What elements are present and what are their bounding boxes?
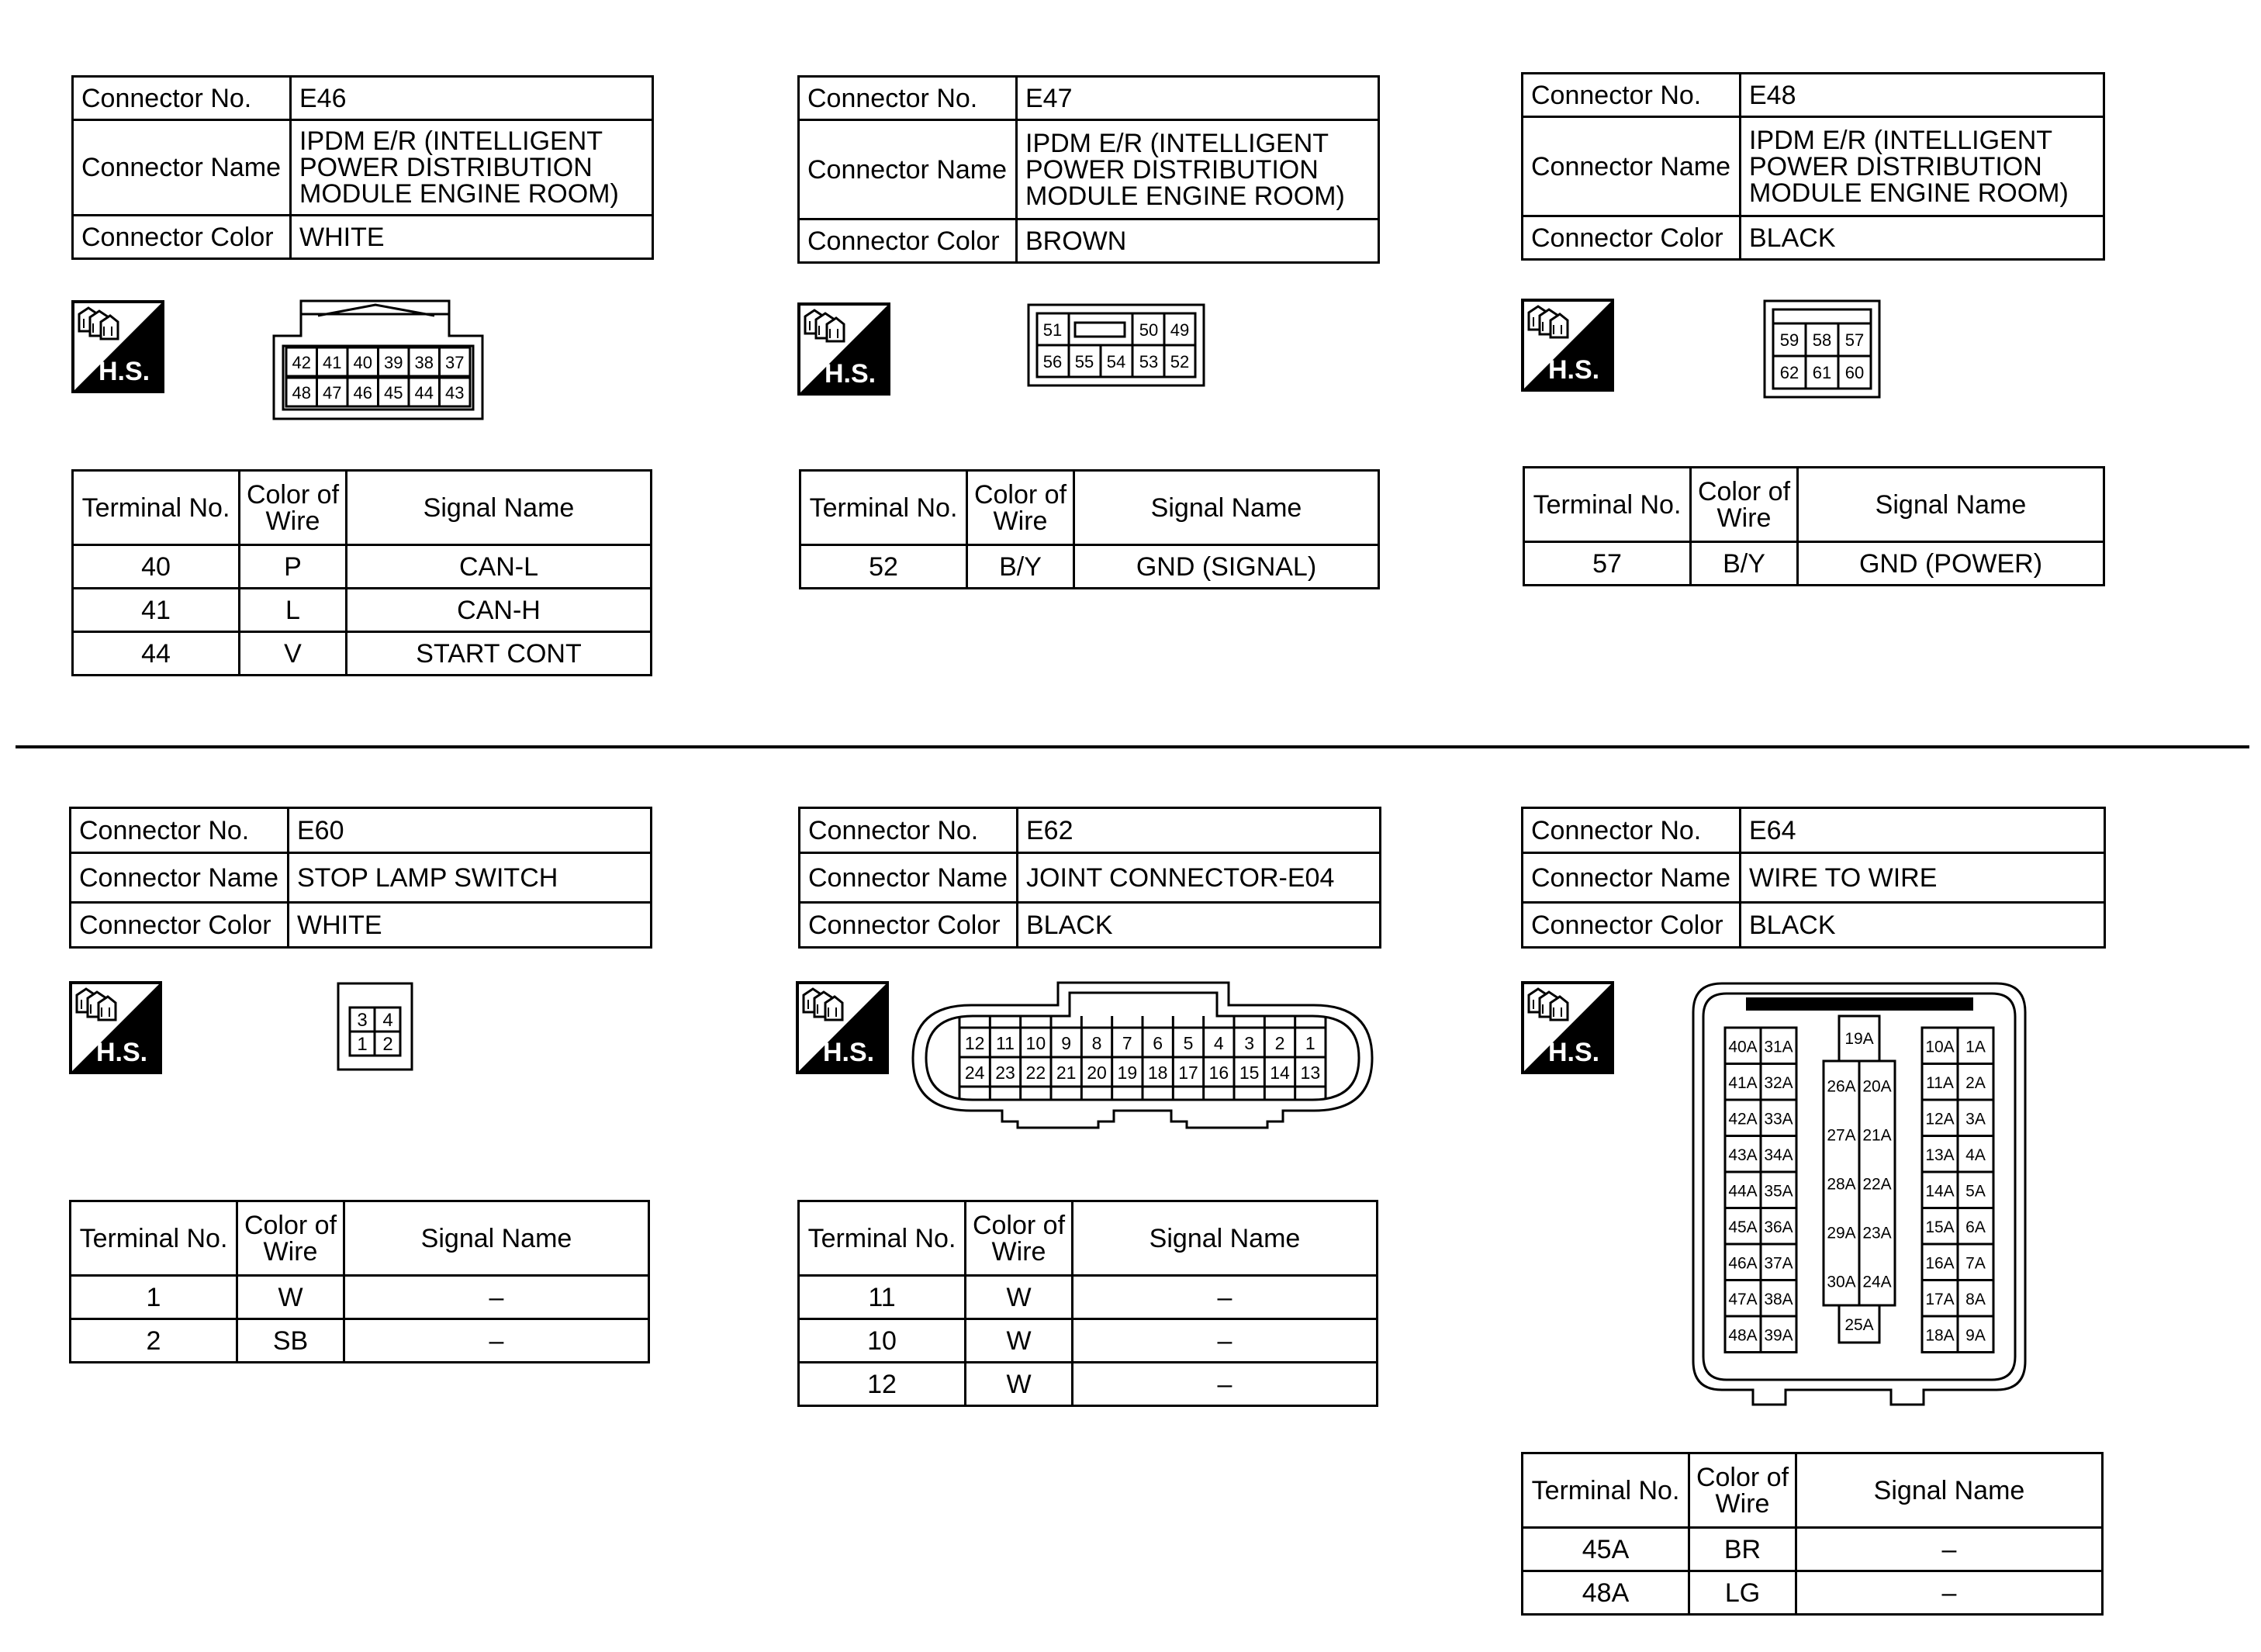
- pin-label: 24A: [1862, 1273, 1892, 1291]
- pin-label: 16: [1208, 1063, 1229, 1083]
- pin-label: 57: [1844, 330, 1865, 350]
- pin-block-right: [1922, 1028, 1993, 1353]
- signal-name-header: Signal Name: [1074, 471, 1379, 545]
- wire-color-cell: B/Y: [1691, 542, 1798, 586]
- pin-label: 2A: [1965, 1073, 1986, 1092]
- pin-label: 45A: [1728, 1218, 1758, 1236]
- connector-name-value: IPDM E/R (INTELLIGENT POWER DISTRIBUTION MODULE ENGINE ROOM): [1741, 117, 2104, 216]
- connector-color-value: BLACK: [1741, 903, 2105, 948]
- pin-label: 36A: [1764, 1218, 1793, 1236]
- pin-label: 4: [382, 1010, 393, 1031]
- signal-name-cell: START CONT: [347, 632, 652, 676]
- terminal-table-e60-wrap: [69, 1200, 650, 1363]
- pin-label: 51: [1042, 320, 1063, 340]
- connector-panel-e62: [798, 807, 1381, 949]
- terminal-no-header: Terminal No.: [800, 471, 967, 545]
- terminal-table: [797, 1200, 1378, 1407]
- connector-color-value: WHITE: [289, 903, 652, 948]
- pin-label: 35A: [1764, 1182, 1793, 1201]
- wire-color-header: Color of Wire: [967, 471, 1074, 545]
- pin-label: 12A: [1925, 1110, 1955, 1128]
- connector-color-value: BLACK: [1018, 903, 1381, 948]
- pin-label: 44: [414, 383, 434, 403]
- pin-label: 1: [357, 1034, 368, 1055]
- pin-label: 31A: [1764, 1038, 1793, 1056]
- terminal-cell: 12: [799, 1363, 966, 1406]
- pin-label: 32A: [1764, 1073, 1793, 1092]
- terminal-table-e47-wrap: [799, 469, 1380, 589]
- connector-info-table: [69, 807, 652, 949]
- signal-name-cell: –: [1073, 1276, 1378, 1319]
- pin-label: 15A: [1925, 1218, 1955, 1236]
- connector-info-table: [798, 807, 1381, 949]
- pin-label: 61: [1812, 363, 1832, 382]
- pin-label: 5: [1183, 1033, 1194, 1053]
- pin-label: 9: [1061, 1033, 1072, 1053]
- connector-face-e47: [1026, 302, 1206, 388]
- connector-no-value: E62: [1018, 808, 1381, 853]
- pin-label: 7A: [1965, 1254, 1986, 1273]
- connector-name-label: Connector Name: [800, 853, 1018, 903]
- pin-label: 10: [1025, 1033, 1046, 1053]
- pin-label: 21: [1056, 1063, 1077, 1083]
- signal-name-cell: CAN-L: [347, 545, 652, 589]
- pin-label: 23: [995, 1063, 1015, 1083]
- pin-label: 30A: [1827, 1273, 1856, 1291]
- wire-color-cell: V: [240, 632, 347, 676]
- pin-label: 47A: [1728, 1290, 1758, 1308]
- signal-name-cell: CAN-H: [347, 589, 652, 632]
- connector-face-e64: [1691, 981, 2028, 1419]
- connector-no-label: Connector No.: [73, 77, 291, 120]
- connector-color-value: WHITE: [291, 216, 653, 259]
- connector-color-label: Connector Color: [799, 219, 1017, 263]
- pin-label: 23A: [1862, 1224, 1892, 1242]
- pin-label: 21A: [1862, 1126, 1892, 1145]
- table-row: [799, 1363, 1378, 1406]
- pin-label: 8: [1091, 1033, 1102, 1053]
- wire-color-cell: L: [240, 589, 347, 632]
- pin-label: 20: [1087, 1063, 1107, 1083]
- connector-no-value: E47: [1017, 77, 1379, 120]
- harness-side-icon: [796, 981, 889, 1074]
- pin-label: 27A: [1827, 1126, 1856, 1145]
- terminal-no-header: Terminal No.: [1524, 468, 1691, 542]
- pin-label: 13A: [1925, 1146, 1955, 1164]
- connector-name-label: Connector Name: [73, 120, 291, 216]
- connector-color-value: BLACK: [1741, 216, 2104, 260]
- connector-no-value: E64: [1741, 808, 2105, 853]
- signal-name-header: Signal Name: [1796, 1453, 2103, 1528]
- pin-label: 3: [1244, 1033, 1255, 1053]
- pin-label: 22A: [1862, 1175, 1892, 1194]
- pin-label: 16A: [1925, 1254, 1955, 1273]
- pin-label: 1: [1305, 1033, 1315, 1053]
- pin-label: 46: [353, 383, 372, 403]
- terminal-cell: 1: [71, 1276, 237, 1319]
- signal-name-cell: –: [1073, 1363, 1378, 1406]
- connector-color-label: Connector Color: [1523, 903, 1741, 948]
- table-row: [71, 1276, 649, 1319]
- pin-label: 43: [445, 383, 465, 403]
- connector-name-value: JOINT CONNECTOR-E04: [1018, 853, 1381, 903]
- pin-label: 25A: [1844, 1316, 1874, 1334]
- wire-color-header: Color of Wire: [1691, 468, 1798, 542]
- wire-color-header: Color of Wire: [966, 1201, 1073, 1276]
- pin-label: 38A: [1764, 1290, 1793, 1308]
- pin-row-bottom: [286, 378, 470, 406]
- connector-info-table: [1521, 72, 2105, 261]
- wire-color-cell: W: [237, 1276, 344, 1319]
- pin-label: 3A: [1965, 1110, 1986, 1128]
- hs-badge-label: H.S.: [98, 357, 150, 386]
- connector-info-table: [1521, 807, 2106, 949]
- wire-color-cell: B/Y: [967, 545, 1074, 589]
- terminal-no-header: Terminal No.: [799, 1201, 966, 1276]
- terminal-table: [69, 1200, 650, 1363]
- connector-panel-e47: [797, 75, 1380, 264]
- signal-name-header: Signal Name: [1073, 1201, 1378, 1276]
- pin-block-left: [1725, 1028, 1796, 1353]
- signal-name-cell: GND (POWER): [1798, 542, 2104, 586]
- terminal-cell: 10: [799, 1319, 966, 1363]
- pin-label: 56: [1042, 352, 1063, 372]
- pin-label: 39: [384, 353, 403, 372]
- terminal-table: [1523, 466, 2105, 586]
- signal-name-cell: GND (SIGNAL): [1074, 545, 1379, 589]
- signal-name-header: Signal Name: [1798, 468, 2104, 542]
- wire-color-header: Color of Wire: [240, 471, 347, 545]
- connector-no-label: Connector No.: [1523, 808, 1741, 853]
- pin-label: 45: [384, 383, 403, 403]
- terminal-table: [799, 469, 1380, 589]
- pin-label: 42: [292, 353, 311, 372]
- harness-side-icon: [1521, 981, 1614, 1074]
- hs-badge-label: H.S.: [1547, 355, 1600, 385]
- pin-label: 18A: [1925, 1326, 1955, 1345]
- pin-label: 9A: [1965, 1326, 1986, 1345]
- harness-side-icon: [69, 981, 162, 1074]
- pin-label: 5A: [1965, 1182, 1986, 1201]
- pin-label: 14A: [1925, 1182, 1955, 1201]
- pin-label: 40: [353, 353, 372, 372]
- table-row: [73, 589, 652, 632]
- pin-label: 47: [323, 383, 342, 403]
- pin-label: 2: [382, 1034, 393, 1055]
- connector-face-e48: [1762, 299, 1882, 399]
- pin-label: 48: [292, 383, 311, 403]
- pin-label: 6: [1153, 1033, 1163, 1053]
- pin-label: 4A: [1965, 1146, 1986, 1164]
- pin-label: 18: [1147, 1063, 1168, 1083]
- pin-label: 17A: [1925, 1290, 1955, 1308]
- connector-info-table: [71, 75, 654, 260]
- pin-label: 46A: [1728, 1254, 1758, 1273]
- terminal-cell: 57: [1524, 542, 1691, 586]
- wire-color-cell: SB: [237, 1319, 344, 1363]
- pin-label: 42A: [1728, 1110, 1758, 1128]
- connector-name-value: IPDM E/R (INTELLIGENT POWER DISTRIBUTION MODULE ENGINE ROOM): [291, 120, 653, 216]
- pin-label: 53: [1139, 352, 1159, 372]
- pin-label: 55: [1074, 352, 1094, 372]
- connector-panel-e48: [1521, 72, 2105, 261]
- connector-face-e60: [336, 981, 414, 1072]
- signal-name-cell: –: [1796, 1528, 2103, 1571]
- terminal-no-header: Terminal No.: [73, 471, 240, 545]
- terminal-cell: 44: [73, 632, 240, 676]
- terminal-cell: 2: [71, 1319, 237, 1363]
- pin-label: 11A: [1926, 1073, 1954, 1092]
- terminal-cell: 45A: [1523, 1528, 1689, 1571]
- connector-name-label: Connector Name: [1523, 117, 1741, 216]
- connector-panel-e60: [69, 807, 652, 949]
- pin-label: 39A: [1764, 1326, 1793, 1345]
- connector-name-value: IPDM E/R (INTELLIGENT POWER DISTRIBUTION MODULE ENGINE ROOM): [1017, 120, 1379, 219]
- pin-label: 58: [1812, 330, 1832, 350]
- connector-info-table: [797, 75, 1380, 264]
- pin-label: 17: [1178, 1063, 1198, 1083]
- pin-label: 1A: [1965, 1038, 1986, 1056]
- pin-label: 37A: [1764, 1254, 1793, 1273]
- pin-label: 62: [1779, 363, 1799, 382]
- connector-color-label: Connector Color: [800, 903, 1018, 948]
- table-row: [799, 1276, 1378, 1319]
- pin-label: 4: [1213, 1033, 1224, 1053]
- pin-label: 26A: [1827, 1077, 1856, 1096]
- pin-label: 8A: [1965, 1290, 1986, 1308]
- pin-label: 22: [1025, 1063, 1046, 1083]
- pin-label: 43A: [1728, 1146, 1758, 1164]
- pin-label: 52: [1170, 352, 1190, 372]
- signal-name-cell: –: [344, 1319, 649, 1363]
- pin-label: 40A: [1728, 1038, 1758, 1056]
- pin-label: 3: [357, 1010, 368, 1031]
- pin-label: 41A: [1728, 1073, 1758, 1092]
- pin-label: 14: [1270, 1063, 1290, 1083]
- wire-color-header: Color of Wire: [237, 1201, 344, 1276]
- terminal-cell: 41: [73, 589, 240, 632]
- table-row: [71, 1319, 649, 1363]
- pin-label: 2: [1274, 1033, 1285, 1053]
- terminal-table-e46-wrap: [71, 469, 652, 676]
- pin-label: 33A: [1764, 1110, 1793, 1128]
- terminal-cell: 40: [73, 545, 240, 589]
- pin-label: 11: [996, 1033, 1015, 1053]
- terminal-table: [1521, 1452, 2104, 1616]
- wire-color-cell: BR: [1689, 1528, 1796, 1571]
- wire-color-cell: W: [966, 1319, 1073, 1363]
- table-row: [1524, 542, 2104, 586]
- connector-name-value: STOP LAMP SWITCH: [289, 853, 652, 903]
- pin-label: 44A: [1728, 1182, 1758, 1201]
- connector-color-value: BROWN: [1017, 219, 1379, 263]
- pin-label: 59: [1779, 330, 1799, 350]
- table-row: [800, 545, 1379, 589]
- table-row: [799, 1319, 1378, 1363]
- pin-label: 37: [445, 353, 465, 372]
- table-row: [73, 632, 652, 676]
- signal-name-cell: –: [1073, 1319, 1378, 1363]
- pin-label: 19: [1117, 1063, 1138, 1083]
- terminal-table-e62-wrap: [797, 1200, 1378, 1407]
- connector-no-label: Connector No.: [799, 77, 1017, 120]
- connector-no-label: Connector No.: [800, 808, 1018, 853]
- terminal-cell: 11: [799, 1276, 966, 1319]
- connector-color-label: Connector Color: [71, 903, 289, 948]
- pin-row-top: [286, 347, 470, 376]
- section-divider: [16, 745, 2249, 748]
- connector-name-value: WIRE TO WIRE: [1741, 853, 2105, 903]
- wire-color-cell: W: [966, 1276, 1073, 1319]
- signal-name-header: Signal Name: [344, 1201, 649, 1276]
- connector-color-label: Connector Color: [1523, 216, 1741, 260]
- pin-label: 29A: [1827, 1224, 1856, 1242]
- pin-label: 28A: [1827, 1175, 1856, 1194]
- pin-block-center: [1824, 1016, 1895, 1343]
- harness-side-icon: [71, 300, 164, 393]
- harness-side-icon: [797, 302, 890, 396]
- signal-name-header: Signal Name: [347, 471, 652, 545]
- terminal-no-header: Terminal No.: [1523, 1453, 1689, 1528]
- wire-color-cell: LG: [1689, 1571, 1796, 1615]
- pin-label: 19A: [1844, 1030, 1874, 1048]
- pin-row-top: [965, 1033, 1315, 1053]
- pin-label: 48A: [1728, 1326, 1758, 1345]
- signal-name-cell: –: [1796, 1571, 2103, 1615]
- connector-no-value: E48: [1741, 74, 2104, 117]
- pin-label: 10A: [1925, 1038, 1955, 1056]
- connector-no-label: Connector No.: [71, 808, 289, 853]
- connector-panel-e64: [1521, 807, 2106, 949]
- connector-name-label: Connector Name: [1523, 853, 1741, 903]
- pin-label: 54: [1106, 352, 1126, 372]
- hs-badge-label: H.S.: [822, 1038, 875, 1067]
- hs-badge-label: H.S.: [824, 359, 876, 389]
- pin-label: 12: [964, 1033, 985, 1053]
- hs-badge-label: H.S.: [1547, 1038, 1600, 1067]
- terminal-table-e64-wrap: [1521, 1452, 2104, 1616]
- pin-label: 50: [1139, 320, 1159, 340]
- terminal-cell: 48A: [1523, 1571, 1689, 1615]
- terminal-no-header: Terminal No.: [71, 1201, 237, 1276]
- pin-label: 60: [1844, 363, 1865, 382]
- hs-badge-label: H.S.: [95, 1038, 148, 1067]
- wire-color-cell: P: [240, 545, 347, 589]
- connector-name-label: Connector Name: [799, 120, 1017, 219]
- connector-name-label: Connector Name: [71, 853, 289, 903]
- table-row: [1523, 1528, 2103, 1571]
- connector-no-value: E60: [289, 808, 652, 853]
- connector-face-e62: [911, 980, 1374, 1131]
- pin-label: 34A: [1764, 1146, 1793, 1164]
- connector-no-value: E46: [291, 77, 653, 120]
- pin-label: 49: [1170, 320, 1190, 340]
- harness-side-icon: [1521, 299, 1614, 392]
- connector-no-label: Connector No.: [1523, 74, 1741, 117]
- connector-color-label: Connector Color: [73, 216, 291, 259]
- table-row: [73, 545, 652, 589]
- table-row: [1523, 1571, 2103, 1615]
- connector-face-e46: [271, 299, 485, 423]
- signal-name-cell: –: [344, 1276, 649, 1319]
- pin-label: 15: [1239, 1063, 1260, 1083]
- terminal-table: [71, 469, 652, 676]
- pin-label: 13: [1300, 1063, 1321, 1083]
- wire-color-cell: W: [966, 1363, 1073, 1406]
- pin-label: 24: [964, 1063, 985, 1083]
- pin-label: 38: [414, 353, 434, 372]
- pin-label: 7: [1122, 1033, 1132, 1053]
- pin-label: 41: [323, 353, 342, 372]
- connector-panel-e46: [71, 75, 654, 260]
- pin-label: 20A: [1862, 1077, 1892, 1096]
- wire-color-header: Color of Wire: [1689, 1453, 1796, 1528]
- terminal-table-e48-wrap: [1523, 466, 2105, 586]
- pin-label: 6A: [1965, 1218, 1986, 1236]
- terminal-cell: 52: [800, 545, 967, 589]
